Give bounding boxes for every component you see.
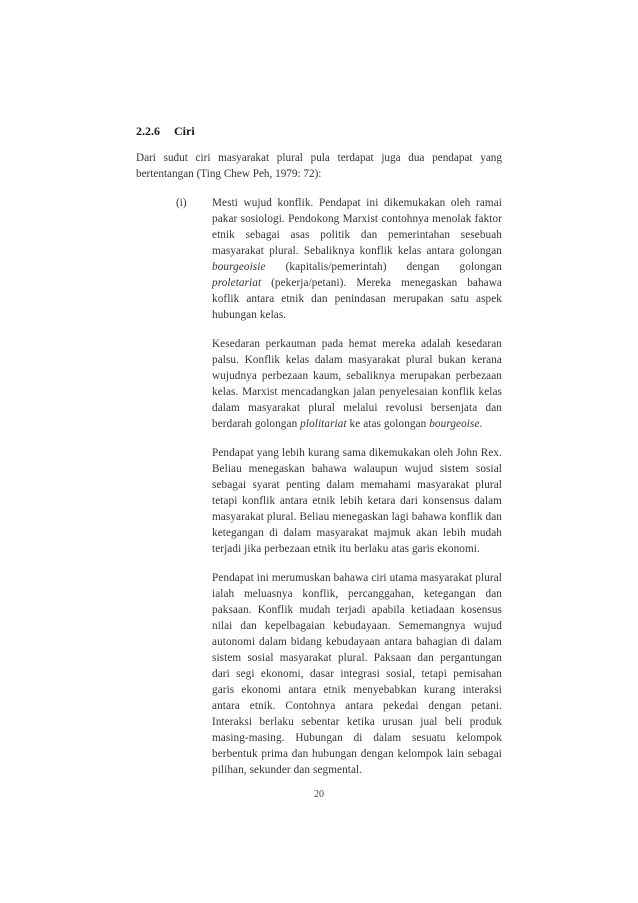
term-plolitariat: plolitariat bbox=[300, 418, 347, 430]
paragraph-4: Pendapat ini merumuskan bahawa ciri utama masyarakat plural ialah meluasnya konflik, percanggahan, ketegangan dan paksaan. Konflik mudah terjadi apabila ketiadaan kosensus nilai dan kepelbagaian kebudayaan. Sememangnya wujud autonomi dalam bidang kebudayaan antara bahagian di dalam sistem sosial masyarakat plural. Paksaan dan pergantungan dari segi ekonomi, dasar integrasi sosial, tetapi pemisahan garis ekonomi antara etnik menyebabkan kurang interaksi antara etnik. Contohnya antara pekedai dengan petani. Interaksi berlaku sebentar ketika urusan jual beli produk masing-masing. Hubungan di dalam sesuatu kelompok berbentuk prima dan hubungan dengan kelompok lain sebagai pilihan, sekunder dan segmental. bbox=[212, 572, 502, 776]
paragraph-2 bbox=[212, 336, 502, 432]
list-marker: (i) bbox=[176, 197, 187, 209]
paragraph-2-text-e: . bbox=[479, 418, 483, 430]
section-number: 2.2.6 bbox=[136, 124, 160, 138]
paragraph-2-text-a: Kesedaran perkauman pada hemat mereka adalah kesedaran palsu. Konflik kelas dalam masyarakat plural bukan kerana wujudnya perbezaan kaum, sebaliknya merupakan perbezaan kelas. Marxist mencadangkan jalan penyelesaian konflik kelas dalam masyarakat plural melalui revolusi bersenjata dan berdarah golongan bbox=[212, 338, 502, 430]
paragraph-2-text-c: ke atas golongan bbox=[346, 418, 430, 430]
section-title: Ciri bbox=[174, 124, 195, 138]
intro-paragraph: Dari sudut ciri masyarakat plural pula terdapat juga dua pendapat yang bertentangan (Ting Chew Peh, 1979: 72): bbox=[136, 152, 502, 180]
paragraph-1-text-a: Mesti wujud konflik. Pendapat ini dikemukakan oleh ramai pakar sosiologi. Pendokong Marxist contohnya menolak faktor etnik sebagai asas politik dan pemerintahan sesebuah masyarakat plural. Sebaliknya konflik kelas antara golongan bbox=[212, 197, 502, 257]
paragraph-1-text-c: (kapitalis/pemerintah) dengan golongan bbox=[265, 261, 502, 273]
paragraph-1 bbox=[212, 195, 502, 323]
paragraph-3: Pendapat yang lebih kurang sama dikemukakan oleh John Rex. Beliau menegaskan bahawa walaupun wujud sistem sosial sebagai syarat penting dalam memahami masyarakat plural tetapi konflik antara etnik lebih ketara dari konsensus dalam masyarakat plural. Beliau menegaskan lagi bahawa konflik dan ketegangan di dalam masyarakat majmuk akan lebih mudah terjadi jika perbezaan etnik itu berlaku atas garis ekonomi. bbox=[212, 447, 502, 555]
section-heading bbox=[136, 124, 195, 139]
term-bourgeoise: bourgeoise bbox=[429, 418, 480, 430]
term-bourgeoisie: bourgeoisie bbox=[212, 261, 266, 273]
page-number: 20 bbox=[314, 789, 324, 800]
list-item-body bbox=[212, 195, 502, 791]
paragraph-1-text-e: (pekerja/petani). Mereka menegaskan bahawa koflik antara etnik dan penindasan merupakan satu aspek hubungan kelas. bbox=[212, 277, 502, 321]
term-proletariat: proletariat bbox=[212, 277, 262, 289]
